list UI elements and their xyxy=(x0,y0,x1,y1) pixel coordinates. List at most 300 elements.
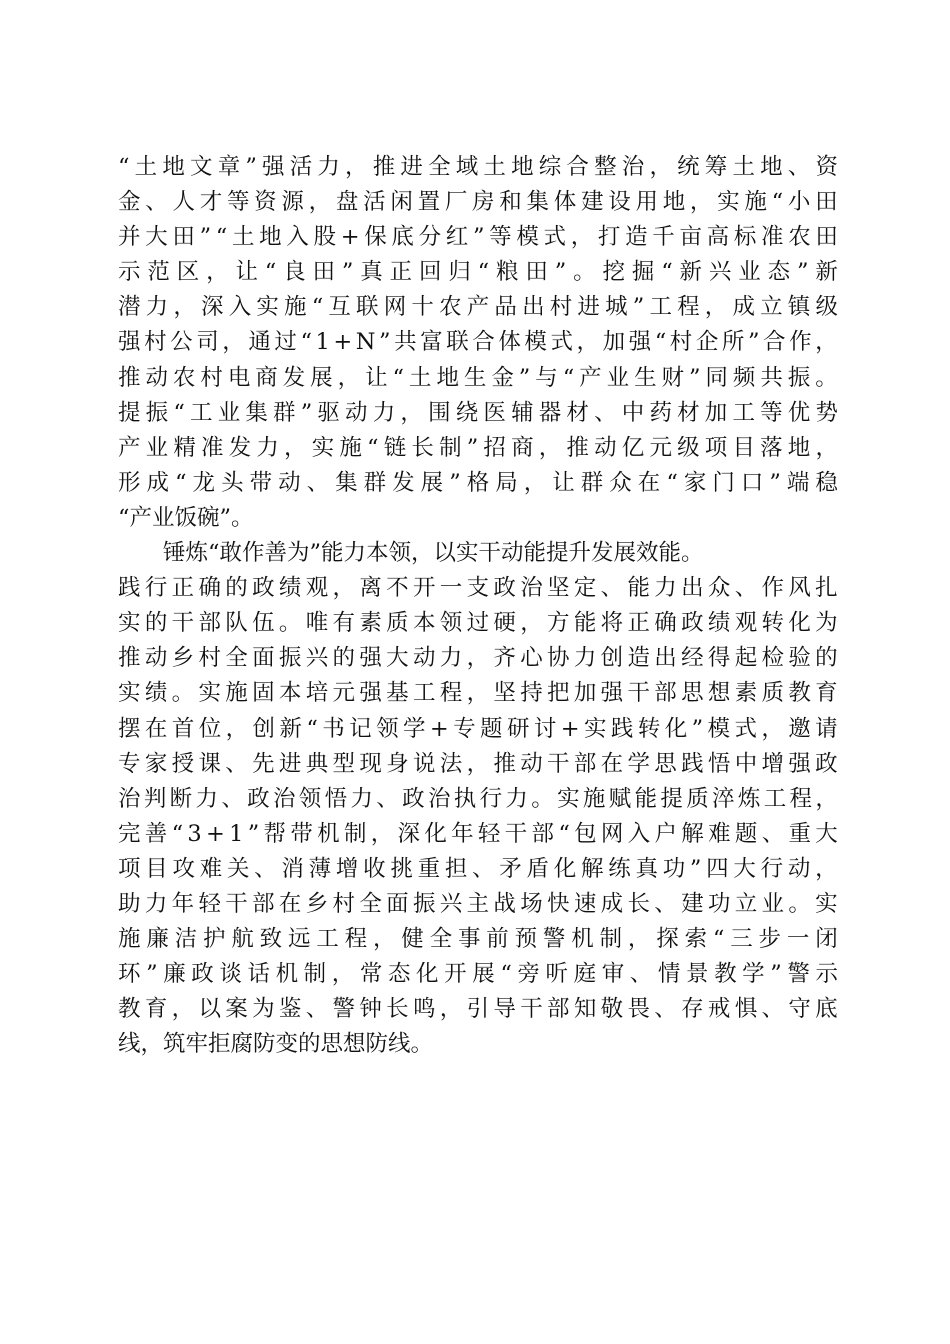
glyph: 入 xyxy=(627,820,651,847)
glyph: 法 xyxy=(439,750,463,777)
glyph: 材 xyxy=(677,399,700,426)
glyph: 亿 xyxy=(621,434,645,461)
glyph: 力 xyxy=(350,785,373,812)
glyph: 定 xyxy=(573,575,597,602)
glyph: 入 xyxy=(286,224,309,251)
glyph: 制 xyxy=(303,961,327,988)
glyph: 完 xyxy=(118,820,141,847)
glyph: 战 xyxy=(493,890,516,917)
glyph: 闲 xyxy=(390,189,413,216)
glyph: 干 xyxy=(520,996,543,1023)
glyph: 设 xyxy=(608,189,631,216)
glyph: 施 xyxy=(118,926,141,953)
glyph: 思 xyxy=(654,750,677,777)
glyph: 庭 xyxy=(573,961,597,988)
glyph: 全 xyxy=(225,645,248,672)
glyph: 、 xyxy=(145,189,168,216)
glyph: ， xyxy=(815,434,838,461)
glyph: 部 xyxy=(654,680,677,707)
glyph: 企 xyxy=(695,329,719,356)
glyph: 强 xyxy=(359,645,382,672)
glyph: 教 xyxy=(118,996,141,1023)
glyph: “ xyxy=(118,154,130,180)
glyph: 常 xyxy=(359,961,383,988)
glyph: 户 xyxy=(654,820,678,847)
glyph: ， xyxy=(439,996,463,1023)
glyph: 治 xyxy=(520,575,543,602)
glyph: 进 xyxy=(400,154,423,180)
glyph: 亩 xyxy=(679,224,702,251)
glyph: 创 xyxy=(600,645,624,672)
glyph: 全 xyxy=(429,926,453,953)
glyph: 程 xyxy=(677,294,700,321)
glyph: 并 xyxy=(118,224,141,251)
glyph: ” xyxy=(466,434,479,461)
glyph: 业 xyxy=(145,434,169,461)
glyph: 难 xyxy=(199,855,223,882)
glyph: 长 xyxy=(386,996,409,1023)
glyph: 级 xyxy=(815,294,838,321)
glyph: 入 xyxy=(228,294,252,321)
glyph: 、 xyxy=(787,154,811,180)
text-line xyxy=(118,325,838,360)
glyph: 鸣 xyxy=(412,996,436,1023)
glyph: 链 xyxy=(383,434,407,461)
glyph: “ xyxy=(264,259,277,286)
glyph: 化 xyxy=(788,610,811,637)
glyph: 建 xyxy=(580,189,604,216)
glyph: 部 xyxy=(573,750,597,777)
glyph: 村 xyxy=(198,645,221,672)
glyph: 围 xyxy=(428,399,451,426)
glyph: ” xyxy=(518,364,531,391)
text-line xyxy=(118,501,838,536)
glyph: 大 xyxy=(815,820,838,847)
glyph: 准 xyxy=(201,434,224,461)
glyph: 。 xyxy=(171,680,195,707)
glyph: 等 xyxy=(489,224,512,251)
glyph: 警 xyxy=(332,996,356,1023)
glyph: 力 xyxy=(439,645,463,672)
glyph: 开 xyxy=(444,961,467,988)
glyph: 护 xyxy=(202,926,226,953)
glyph: 警 xyxy=(542,926,566,953)
text-line xyxy=(118,817,838,852)
glyph: 造 xyxy=(625,224,648,251)
glyph: 域 xyxy=(455,154,479,180)
glyph: ” xyxy=(300,399,313,426)
glyph: 、 xyxy=(629,961,653,988)
glyph: 能 xyxy=(573,610,597,637)
glyph: 掘 xyxy=(631,259,655,286)
glyph: 土 xyxy=(231,224,255,251)
glyph: 与 xyxy=(535,364,558,391)
glyph: 轻 xyxy=(198,890,221,917)
glyph: 出 xyxy=(522,294,545,321)
glyph: 标 xyxy=(733,224,757,251)
glyph: 。 xyxy=(573,259,596,286)
glyph: 众 xyxy=(609,469,632,496)
glyph: 支 xyxy=(466,575,490,602)
glyph: 众 xyxy=(707,575,731,602)
glyph: ” xyxy=(632,294,645,321)
glyph: 治 xyxy=(427,785,451,812)
glyph: “ xyxy=(712,926,725,953)
glyph: ” xyxy=(379,329,391,356)
glyph: 现 xyxy=(359,750,382,777)
glyph: 加 xyxy=(573,680,597,707)
text-line xyxy=(118,887,838,922)
glyph: 带 xyxy=(290,820,313,847)
glyph: 绩 xyxy=(278,575,302,602)
glyph: 头 xyxy=(221,469,244,496)
text-line xyxy=(118,992,838,1027)
glyph: 的 xyxy=(815,645,838,672)
glyph: 、 xyxy=(594,399,617,426)
glyph: 赋 xyxy=(608,785,632,812)
glyph: 唯 xyxy=(305,610,329,637)
text-line xyxy=(118,150,838,185)
glyph: ， xyxy=(345,154,368,180)
glyph: 农 xyxy=(172,364,196,391)
glyph: 地 xyxy=(436,364,459,391)
glyph: 齐 xyxy=(493,645,516,672)
glyph: 工 xyxy=(412,680,436,707)
glyph: 作 xyxy=(789,329,812,356)
glyph: 、 xyxy=(305,996,329,1023)
glyph: 政 xyxy=(402,785,425,812)
glyph: 环 xyxy=(118,961,141,988)
glyph: 帮 xyxy=(263,820,287,847)
glyph: 归 xyxy=(448,259,471,286)
glyph: 筹 xyxy=(704,154,728,180)
glyph: 金 xyxy=(491,364,514,391)
glyph: 讨 xyxy=(533,715,557,742)
glyph: 实 xyxy=(198,680,221,707)
text-line xyxy=(118,571,838,606)
glyph: 中 xyxy=(734,750,758,777)
glyph: 经 xyxy=(681,645,704,672)
glyph: 等 xyxy=(226,189,250,216)
glyph: 3 xyxy=(187,820,202,847)
glyph: 动 xyxy=(145,364,168,391)
glyph: 闭 xyxy=(815,926,838,953)
glyph: 验 xyxy=(788,645,811,672)
glyph: 为 xyxy=(815,610,838,637)
glyph: 得 xyxy=(707,645,731,672)
glyph: 转 xyxy=(761,610,785,637)
glyph: 用 xyxy=(635,189,658,216)
glyph: 实 xyxy=(815,890,838,917)
glyph: 践 xyxy=(681,750,704,777)
glyph: 通 xyxy=(248,329,271,356)
glyph: 富 xyxy=(420,329,443,356)
glyph: 式 xyxy=(734,715,757,742)
glyph: 质 xyxy=(761,680,785,707)
glyph: 年 xyxy=(451,820,474,847)
glyph: 在 xyxy=(637,469,661,496)
glyph: 把 xyxy=(547,680,570,707)
glyph: 模 xyxy=(707,715,731,742)
glyph: 成 xyxy=(146,469,170,496)
glyph: 让 xyxy=(552,469,575,496)
glyph: 大 xyxy=(145,224,168,251)
glyph: 制 xyxy=(343,820,367,847)
glyph: 的 xyxy=(144,610,168,637)
glyph: 敬 xyxy=(600,996,624,1023)
glyph: 统 xyxy=(677,154,700,180)
glyph: 程 xyxy=(439,680,463,707)
glyph: 进 xyxy=(278,750,302,777)
glyph: 旁 xyxy=(517,961,540,988)
glyph: 、 xyxy=(225,750,248,777)
glyph: 建 xyxy=(681,890,704,917)
glyph: 让 xyxy=(365,364,388,391)
glyph: 高 xyxy=(706,224,730,251)
glyph: 步 xyxy=(758,926,782,953)
glyph: 请 xyxy=(815,715,838,742)
glyph: 干 xyxy=(627,680,650,707)
glyph: 强 xyxy=(118,329,141,356)
glyph: 践 xyxy=(610,715,634,742)
glyph: 扎 xyxy=(815,575,838,602)
glyph: 部 xyxy=(198,610,221,637)
glyph: 确 xyxy=(654,610,677,637)
glyph: “ xyxy=(173,399,185,426)
glyph: 本 xyxy=(278,680,302,707)
glyph: 行 xyxy=(479,785,503,812)
glyph: 强 xyxy=(600,680,624,707)
glyph: 在 xyxy=(278,890,302,917)
glyph: 制 xyxy=(599,926,623,953)
glyph: “ xyxy=(311,294,324,321)
glyph: 在 xyxy=(144,715,168,742)
glyph: 离 xyxy=(359,575,382,602)
glyph: 网 xyxy=(600,820,624,847)
glyph: 潜 xyxy=(118,294,141,321)
glyph: 判 xyxy=(143,785,167,812)
glyph: 四 xyxy=(706,855,729,882)
glyph: 实 xyxy=(256,294,279,321)
glyph: 生 xyxy=(634,364,657,391)
glyph: 合 xyxy=(472,329,495,356)
glyph: 地 xyxy=(511,154,534,180)
glyph: 摆 xyxy=(118,715,141,742)
glyph: 项 xyxy=(704,434,728,461)
glyph: 。 xyxy=(278,610,302,637)
glyph: 田 xyxy=(815,189,838,216)
glyph: 体 xyxy=(553,189,577,216)
glyph: 强 xyxy=(628,329,652,356)
glyph: 工 xyxy=(316,926,339,953)
glyph: 质 xyxy=(386,610,409,637)
text-line xyxy=(118,641,838,676)
glyph: 话 xyxy=(247,961,270,988)
glyph: 治 xyxy=(621,154,645,180)
glyph: 动 xyxy=(144,645,168,672)
glyph: 辅 xyxy=(511,399,534,426)
glyph: 功 xyxy=(707,890,731,917)
glyph: 资 xyxy=(254,189,277,216)
glyph: ， xyxy=(225,715,249,742)
glyph: 方 xyxy=(547,610,570,637)
text-line xyxy=(118,431,838,466)
glyph: 振 xyxy=(278,645,302,672)
glyph: 业 xyxy=(217,399,241,426)
glyph: 绩 xyxy=(144,680,168,707)
glyph: 育 xyxy=(144,996,168,1023)
glyph: ， xyxy=(206,259,229,286)
glyph: 教 xyxy=(788,680,811,707)
glyph: 淬 xyxy=(712,785,735,812)
glyph: 坚 xyxy=(493,680,516,707)
glyph: + xyxy=(429,715,449,742)
glyph: 、 xyxy=(600,575,624,602)
glyph: 风 xyxy=(788,575,811,602)
glyph: 三 xyxy=(730,926,753,953)
glyph: 出 xyxy=(654,645,677,672)
glyph: 部 xyxy=(547,996,570,1023)
text-line xyxy=(118,466,838,501)
text-line xyxy=(118,1027,838,1062)
glyph: 助 xyxy=(118,890,141,917)
glyph: ， xyxy=(649,154,672,180)
glyph: 化 xyxy=(424,820,447,847)
glyph: 机 xyxy=(317,820,340,847)
glyph: 、 xyxy=(221,785,244,812)
glyph: 展 xyxy=(310,364,333,391)
glyph: ， xyxy=(466,750,490,777)
glyph: “ xyxy=(558,820,570,847)
glyph: 准 xyxy=(761,224,784,251)
glyph: 田 xyxy=(815,224,838,251)
glyph: 干 xyxy=(225,890,248,917)
glyph: ” xyxy=(747,329,760,356)
glyph: 干 xyxy=(547,750,570,777)
glyph: 。 xyxy=(815,364,838,391)
glyph: 场 xyxy=(520,890,543,917)
glyph: 重 xyxy=(417,855,441,882)
glyph: 新 xyxy=(279,715,302,742)
glyph: 等 xyxy=(760,399,783,426)
glyph: 落 xyxy=(760,434,783,461)
paragraph-2 xyxy=(118,536,838,1062)
glyph: 人 xyxy=(172,189,195,216)
glyph: 位 xyxy=(198,715,222,742)
glyph: 发 xyxy=(392,469,415,496)
glyph: 政 xyxy=(815,750,838,777)
glyph: 包 xyxy=(574,820,597,847)
glyph: 发 xyxy=(282,364,306,391)
glyph: 范 xyxy=(147,259,170,286)
glyph: 主 xyxy=(466,890,490,917)
glyph: 乡 xyxy=(305,890,329,917)
glyph: 级 xyxy=(677,434,700,461)
glyph: 预 xyxy=(514,926,538,953)
glyph: 财 xyxy=(661,364,685,391)
glyph: “ xyxy=(306,715,318,742)
glyph: 典 xyxy=(305,750,329,777)
glyph: “ xyxy=(300,329,312,356)
glyph: 群 xyxy=(580,469,604,496)
glyph: 施 xyxy=(339,434,362,461)
glyph: 地 xyxy=(760,154,783,180)
glyph: 动 xyxy=(520,750,543,777)
glyph: 学 xyxy=(627,750,650,777)
glyph: 电 xyxy=(227,364,251,391)
glyph: 千 xyxy=(652,224,675,251)
glyph: 程 xyxy=(344,926,368,953)
text-line xyxy=(118,852,838,887)
glyph: 加 xyxy=(602,329,626,356)
glyph: 、 xyxy=(254,855,277,882)
glyph: 所 xyxy=(721,329,745,356)
glyph: 和 xyxy=(499,189,522,216)
glyph: 土 xyxy=(134,154,158,180)
glyph: ， xyxy=(331,961,355,988)
glyph: 提 xyxy=(660,785,683,812)
glyph: 健 xyxy=(401,926,424,953)
glyph: 镇 xyxy=(787,294,811,321)
glyph: 材 xyxy=(566,399,589,426)
glyph: 施 xyxy=(284,294,307,321)
glyph: 稳 xyxy=(815,469,838,496)
glyph: 正 xyxy=(389,259,413,286)
glyph: 真 xyxy=(360,259,383,286)
text-line xyxy=(118,712,838,747)
glyph: 土 xyxy=(408,364,432,391)
glyph: 共 xyxy=(394,329,417,356)
glyph: 收 xyxy=(363,855,386,882)
glyph: 起 xyxy=(734,645,758,672)
text-line xyxy=(118,782,838,817)
glyph: 推 xyxy=(566,434,589,461)
glyph: 实 xyxy=(311,434,335,461)
glyph: 动 xyxy=(787,855,811,882)
glyph: 解 xyxy=(580,855,604,882)
glyph: “ xyxy=(215,224,228,251)
glyph: 畏 xyxy=(627,996,650,1023)
glyph: N xyxy=(355,329,376,356)
glyph: 目 xyxy=(145,855,168,882)
glyph: 鉴 xyxy=(278,996,302,1023)
glyph: 想 xyxy=(707,680,731,707)
glyph: 引 xyxy=(466,996,490,1023)
glyph: 商 xyxy=(255,364,278,391)
glyph: 绩 xyxy=(707,610,731,637)
glyph: 村 xyxy=(549,294,573,321)
glyph: 存 xyxy=(681,996,704,1023)
glyph: 工 xyxy=(649,294,672,321)
glyph: 展 xyxy=(420,469,444,496)
glyph: 为 xyxy=(252,996,275,1023)
glyph: 悟 xyxy=(707,750,731,777)
glyph: 打 xyxy=(597,224,621,251)
glyph: 集 xyxy=(245,399,268,426)
glyph: 导 xyxy=(493,996,516,1023)
text-line xyxy=(118,957,838,992)
glyph: 推 xyxy=(118,364,141,391)
glyph: 合 xyxy=(763,329,786,356)
glyph: 审 xyxy=(601,961,625,988)
glyph: 联 xyxy=(446,329,469,356)
glyph: 强 xyxy=(788,750,811,777)
glyph: 真 xyxy=(635,855,658,882)
glyph: 活 xyxy=(363,189,386,216)
glyph: 在 xyxy=(600,750,624,777)
glyph: 文 xyxy=(190,154,213,180)
glyph: 土 xyxy=(732,154,755,180)
